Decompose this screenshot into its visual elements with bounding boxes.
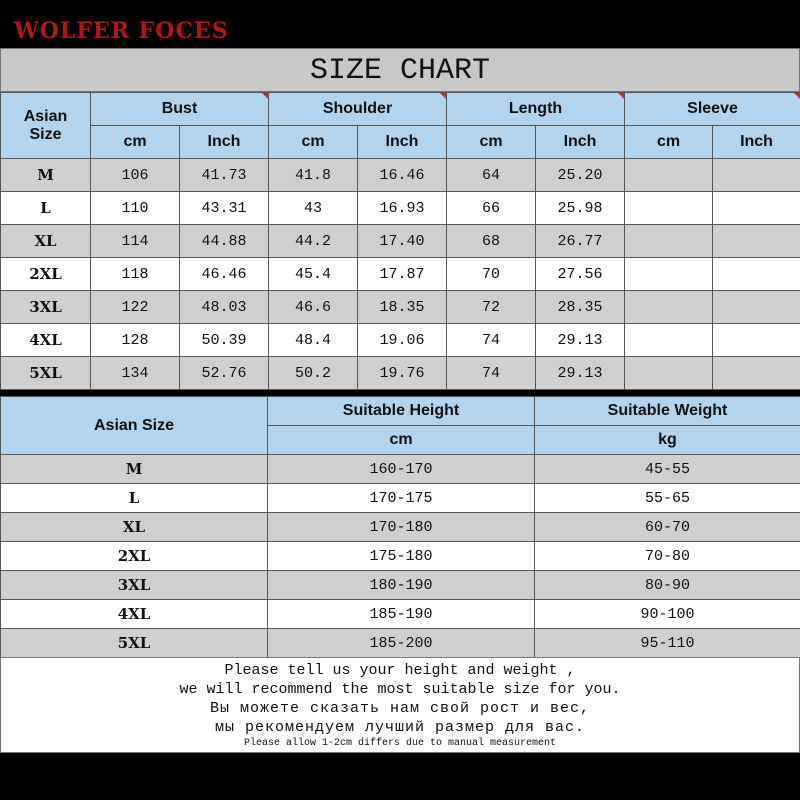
notes-box: [0, 657, 800, 753]
value-cell: 18.35: [358, 291, 447, 324]
value-cell: [713, 225, 800, 258]
value-cell: 52.76: [180, 357, 269, 390]
shoulder-header: Shoulder: [269, 93, 447, 126]
value-cell: [713, 258, 800, 291]
size-cell: XL: [1, 513, 268, 542]
unit-header: Inch: [713, 126, 800, 159]
size-cell: 3XL: [1, 571, 268, 600]
table-row: [1, 571, 800, 600]
value-cell: 128: [91, 324, 180, 357]
value-cell: 43.31: [180, 192, 269, 225]
value-cell: 70: [447, 258, 536, 291]
unit-header: Inch: [358, 126, 447, 159]
value-cell: 43: [269, 192, 358, 225]
table-row: [1, 192, 800, 225]
value-cell: 72: [447, 291, 536, 324]
value-cell: 114: [91, 225, 180, 258]
height-header: Suitable Height: [268, 397, 535, 426]
size-cell: 4XL: [1, 324, 91, 357]
value-cell: 25.98: [536, 192, 625, 225]
value-cell: [625, 291, 713, 324]
weight-unit: kg: [535, 426, 800, 455]
height-cell: 170-175: [268, 484, 535, 513]
value-cell: [625, 225, 713, 258]
height-cell: 185-190: [268, 600, 535, 629]
table-row: [1, 600, 800, 629]
value-cell: 26.77: [536, 225, 625, 258]
value-cell: 17.40: [358, 225, 447, 258]
unit-header: cm: [447, 126, 536, 159]
unit-header: cm: [269, 126, 358, 159]
value-cell: 106: [91, 159, 180, 192]
size-header: Asian Size: [1, 93, 91, 159]
weight-cell: 60-70: [535, 513, 800, 542]
value-cell: [625, 357, 713, 390]
table-row: [1, 291, 800, 324]
size-cell: 5XL: [1, 357, 91, 390]
value-cell: 25.20: [536, 159, 625, 192]
table-row: [1, 159, 800, 192]
table-row: [1, 225, 800, 258]
value-cell: 29.13: [536, 357, 625, 390]
height-cell: 160-170: [268, 455, 535, 484]
value-cell: 29.13: [536, 324, 625, 357]
table-row: [1, 357, 800, 390]
value-cell: 118: [91, 258, 180, 291]
size-header: Asian Size: [1, 397, 268, 455]
value-cell: 134: [91, 357, 180, 390]
value-cell: 17.87: [358, 258, 447, 291]
measurement-table: [0, 92, 800, 390]
page-title: SIZE CHART: [0, 48, 800, 92]
size-cell: 2XL: [1, 542, 268, 571]
value-cell: [713, 291, 800, 324]
unit-header: cm: [91, 126, 180, 159]
value-cell: 41.8: [269, 159, 358, 192]
value-cell: 74: [447, 324, 536, 357]
size-cell: L: [1, 192, 91, 225]
table-row: [1, 484, 800, 513]
height-cell: 175-180: [268, 542, 535, 571]
table-row: [1, 542, 800, 571]
table-row: [1, 513, 800, 542]
value-cell: 50.2: [269, 357, 358, 390]
value-cell: 45.4: [269, 258, 358, 291]
value-cell: 28.35: [536, 291, 625, 324]
value-cell: 19.76: [358, 357, 447, 390]
value-cell: [713, 357, 800, 390]
value-cell: [713, 192, 800, 225]
value-cell: 16.46: [358, 159, 447, 192]
value-cell: 122: [91, 291, 180, 324]
value-cell: 48.4: [269, 324, 358, 357]
value-cell: 16.93: [358, 192, 447, 225]
value-cell: 48.03: [180, 291, 269, 324]
bust-header: Bust: [91, 93, 269, 126]
value-cell: [625, 324, 713, 357]
table-row: [1, 258, 800, 291]
size-cell: 3XL: [1, 291, 91, 324]
value-cell: 46.6: [269, 291, 358, 324]
size-cell: M: [1, 159, 91, 192]
height-cell: 170-180: [268, 513, 535, 542]
value-cell: [713, 324, 800, 357]
value-cell: [625, 192, 713, 225]
value-cell: 66: [447, 192, 536, 225]
note-ru-line2: мы рекомендуем лучший размер для вас.: [214, 719, 586, 736]
note-disclaimer: Please allow 1-2cm differs due to manual measurement: [243, 738, 557, 749]
value-cell: [625, 159, 713, 192]
size-cell: L: [1, 484, 268, 513]
value-cell: 44.88: [180, 225, 269, 258]
size-cell: 5XL: [1, 629, 268, 658]
note-en-line1: Please tell us your height and weight ,: [224, 662, 576, 679]
value-cell: 74: [447, 357, 536, 390]
table-row: [1, 629, 800, 658]
value-cell: [713, 159, 800, 192]
note-en-line2: we will recommend the most suitable size for you.: [179, 681, 621, 698]
height-unit: cm: [268, 426, 535, 455]
value-cell: 68: [447, 225, 536, 258]
weight-cell: 55-65: [535, 484, 800, 513]
value-cell: 46.46: [180, 258, 269, 291]
value-cell: 64: [447, 159, 536, 192]
unit-header: cm: [625, 126, 713, 159]
value-cell: 44.2: [269, 225, 358, 258]
size-cell: XL: [1, 225, 91, 258]
unit-header: Inch: [180, 126, 269, 159]
weight-cell: 45-55: [535, 455, 800, 484]
weight-cell: 95-110: [535, 629, 800, 658]
table-row: [1, 455, 800, 484]
brand-logo: WOLFER FOCES: [14, 18, 229, 44]
length-header: Length: [447, 93, 625, 126]
unit-header: Inch: [536, 126, 625, 159]
fit-table: [0, 396, 800, 658]
height-cell: 180-190: [268, 571, 535, 600]
value-cell: 41.73: [180, 159, 269, 192]
size-cell: 4XL: [1, 600, 268, 629]
weight-cell: 70-80: [535, 542, 800, 571]
value-cell: 19.06: [358, 324, 447, 357]
note-ru-line1: Вы можете сказать нам свой рост и вес,: [209, 700, 591, 717]
value-cell: 27.56: [536, 258, 625, 291]
value-cell: 110: [91, 192, 180, 225]
height-cell: 185-200: [268, 629, 535, 658]
value-cell: 50.39: [180, 324, 269, 357]
weight-cell: 80-90: [535, 571, 800, 600]
size-cell: M: [1, 455, 268, 484]
weight-cell: 90-100: [535, 600, 800, 629]
value-cell: [625, 258, 713, 291]
weight-header: Suitable Weight: [535, 397, 800, 426]
sleeve-header: Sleeve: [625, 93, 800, 126]
table-row: [1, 324, 800, 357]
size-cell: 2XL: [1, 258, 91, 291]
